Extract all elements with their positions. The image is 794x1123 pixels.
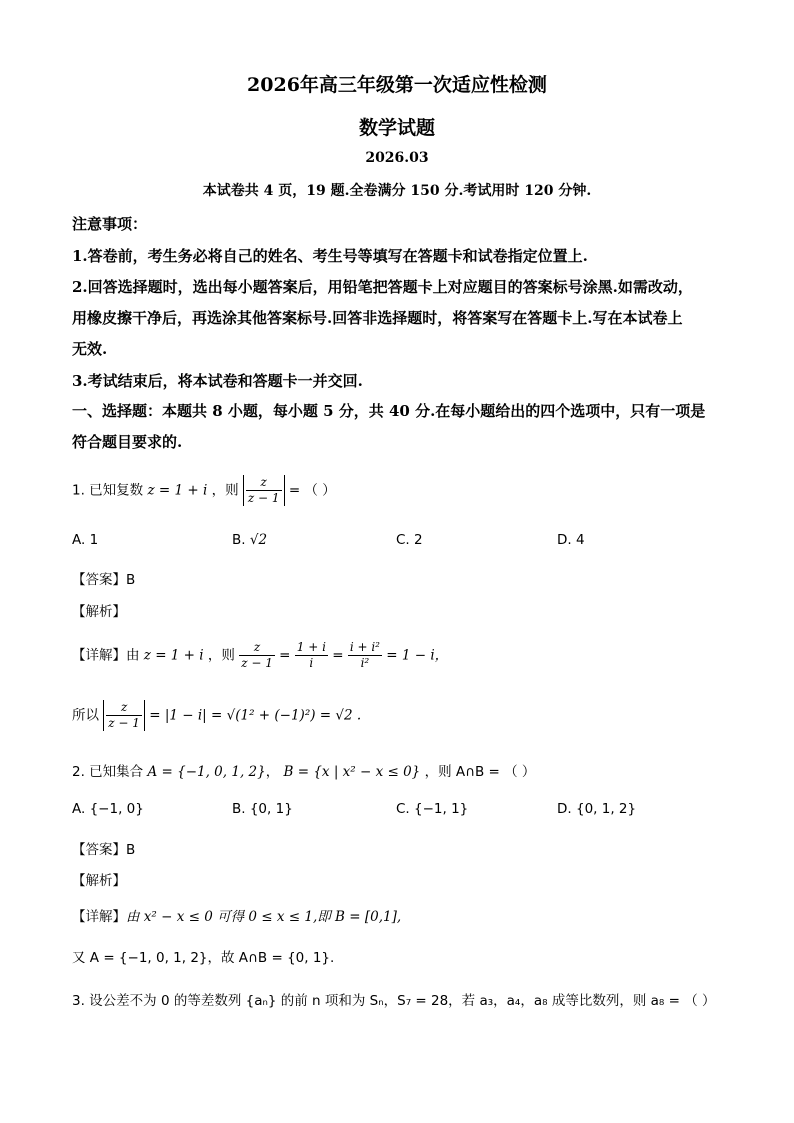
notes-heading: 注意事项： bbox=[72, 215, 148, 233]
q2-set-b: B = {x | x² − x ≤ 0} bbox=[283, 764, 421, 780]
exam-info: 本试卷共 4 页，19 题.全卷满分 150 分.考试用时 120 分钟. bbox=[202, 183, 592, 199]
q1-detail-frac-1-den: z − 1 bbox=[241, 656, 273, 670]
q2-detail-line-1 bbox=[72, 905, 401, 925]
q1-option-a: A. 1 bbox=[72, 532, 99, 548]
q1-detail-frac-2-num: 1 + i bbox=[296, 640, 326, 654]
q2-detail-line-2: 又 A = {−1, 0, 1, 2}，故 A∩B = {0, 1}. bbox=[72, 950, 335, 966]
q1-paren: （ ） bbox=[304, 482, 336, 499]
q2-option-a: A. {−1, 0} bbox=[72, 801, 144, 817]
q2-ask: ，则 A∩B = （ ） bbox=[424, 764, 536, 780]
note-1: 1.答卷前，考生务必将自己的姓名、考生号等填写在答题卡和试卷指定位置上. bbox=[72, 247, 588, 265]
q1-option-b-label: B. bbox=[232, 532, 246, 548]
q2-sep: ， bbox=[265, 764, 280, 780]
q2-option-c: C. {−1, 1} bbox=[396, 801, 469, 817]
q1-frac-den: z − 1 bbox=[247, 491, 280, 505]
q2-answer-value: B bbox=[126, 842, 136, 858]
q1-option-b bbox=[232, 532, 267, 548]
q1-detail-line-1: 【详解】由 z = 1 + i ，则 $\frac{z}{z - 1}$ = $\frac{1 + i}{i}$ = $\frac{\text{i + i²}}{\text{i²}}$ = 1 − i， bbox=[72, 640, 449, 670]
q2-prefix: 2. 已知集合 bbox=[72, 764, 144, 780]
q2-detail1: 由 x² − x ≤ 0 可得 0 ≤ x ≤ 1,即 B = [0,1], bbox=[126, 909, 402, 925]
question-3: 3. 设公差不为 0 的等差数列 {aₙ} 的前 n 项和为 Sₙ，S₇ = 28，若 a₃，a₄，a₈ 成等比数列，则 a₈ = （ ） bbox=[72, 993, 716, 1009]
q1-detail2-fraction bbox=[106, 700, 142, 731]
exam-title: 2026年高三年级第一次适应性检测 bbox=[247, 74, 547, 96]
q1-option-b-value: √2 bbox=[249, 532, 268, 548]
q1-abs-fraction bbox=[243, 475, 285, 506]
q1-answer-value: B bbox=[126, 572, 136, 588]
q1-analysis-tag: 【解析】 bbox=[72, 604, 126, 620]
q1-detail2-frac-den: z − 1 bbox=[108, 716, 140, 730]
q2-answer bbox=[72, 838, 135, 858]
q1-eq: = bbox=[288, 482, 301, 499]
q1-frac-num: z bbox=[246, 475, 282, 491]
q1-detail2-abs-fraction bbox=[103, 700, 145, 731]
q1-z-expr: z = 1 + i bbox=[147, 482, 208, 499]
q2-answer-tag: 【答案】 bbox=[72, 842, 126, 858]
q1-option-c: C. 2 bbox=[396, 532, 423, 548]
q1-detail2-a: 所以 bbox=[72, 707, 99, 724]
q1-detail1-b: ，则 bbox=[207, 647, 235, 664]
q1-answer bbox=[72, 568, 135, 588]
q1-option-d: D. 4 bbox=[557, 532, 585, 548]
section-heading-line-1: 一、选择题：本题共 8 小题，每小题 5 分，共 40 分.在每小题给出的四个选项中，只有一项是 bbox=[72, 402, 706, 420]
question-1 bbox=[72, 475, 336, 506]
q1-detail-frac-1-num: z bbox=[239, 640, 275, 656]
note-2-line-2: 用橡皮擦干净后，再选涂其他答案标号.回答非选择题时，将答案写在答题卡上.写在本试卷上 bbox=[72, 309, 683, 327]
note-2-line-3: 无效. bbox=[72, 340, 108, 358]
q1-prefix: 1. 已知复数 bbox=[72, 482, 144, 499]
q2-detail-tag: 【详解】 bbox=[72, 909, 126, 925]
q2-option-b: B. {0, 1} bbox=[232, 801, 293, 817]
q1-detail-frac-2-den: i bbox=[309, 656, 314, 670]
q1-detail-frac-3-den: i² bbox=[360, 656, 370, 670]
q1-detail-frac-1 bbox=[239, 640, 275, 671]
q2-option-d: D. {0, 1, 2} bbox=[557, 801, 637, 817]
q1-detail1-a: 由 bbox=[126, 647, 140, 664]
note-2-line-1: 2.回答选择题时，选出每小题答案后，用铅笔把答题卡上对应题目的答案标号涂黑.如需改动， bbox=[72, 278, 693, 296]
section-heading-line-2: 符合题目要求的. bbox=[72, 433, 183, 451]
q1-mid: ，则 bbox=[211, 482, 239, 499]
q1-detail2-b: = |1 − i| = √(1² + (−1)²) = √2 . bbox=[149, 707, 362, 724]
q1-detail-tag: 【详解】 bbox=[72, 647, 126, 664]
exam-date: 2026.03 bbox=[365, 150, 429, 166]
q1-fraction bbox=[246, 475, 282, 506]
exam-subtitle: 数学试题 bbox=[358, 117, 435, 139]
q2-set-a: A = {−1, 0, 1, 2} bbox=[147, 764, 266, 780]
q1-detail1-z: z = 1 + i bbox=[143, 647, 204, 664]
q1-detail1-end: = 1 − i， bbox=[386, 647, 449, 664]
q2-analysis-tag: 【解析】 bbox=[72, 873, 126, 889]
q1-detail-frac-2 bbox=[295, 640, 328, 671]
q1-detail-frac-3-num: i + i² bbox=[349, 640, 380, 654]
question-2 bbox=[72, 760, 535, 780]
q1-detail-frac-3 bbox=[348, 640, 382, 671]
q1-detail2-frac-num: z bbox=[106, 700, 142, 716]
q1-answer-tag: 【答案】 bbox=[72, 572, 126, 588]
q1-detail-line-2 bbox=[72, 700, 361, 731]
note-3: 3.考试结束后，将本试卷和答题卡一并交回. bbox=[72, 372, 363, 390]
